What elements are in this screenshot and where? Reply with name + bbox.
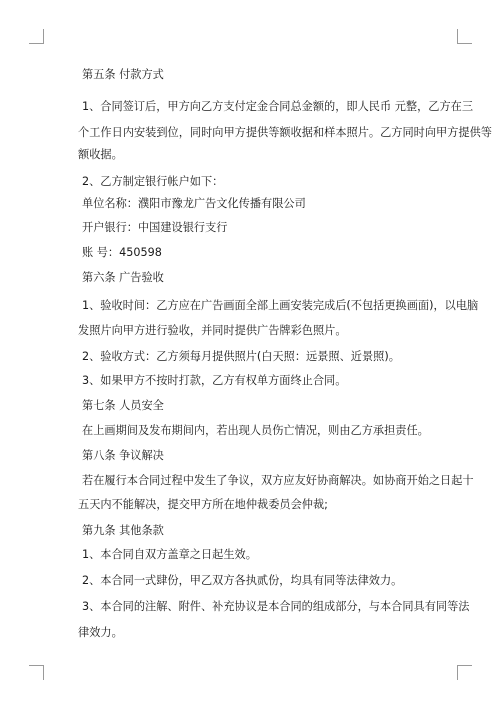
paragraph-line: 在上画期间及发布期间内，若出现人员伤亡情况，则由乙方承担责任。 <box>82 424 429 437</box>
paragraph-line: 五天内不能解决，提交甲方所在地仲裁委员会仲裁; <box>78 498 328 511</box>
paragraph-line: 单位名称：濮阳市豫龙广告文化传播有限公司 <box>82 197 306 210</box>
section-7-heading: 第七条 人员安全 <box>82 399 164 412</box>
paragraph-line: 个工作日内安装到位，同时向甲方提供等额收据和样本照片。乙方同时向甲方提供等 <box>78 126 492 139</box>
paragraph-line: 1、合同签订后，甲方向乙方支付定金合同总金额的，即人民币 元整，乙方在三 <box>82 100 474 113</box>
crop-mark-top-left <box>29 29 44 44</box>
paragraph-line: 3、如果甲方不按时打款，乙方有权单方面终止合同。 <box>82 374 347 387</box>
paragraph-line: 发照片向甲方进行验收，并同时提供广告牌彩色照片。 <box>78 324 347 337</box>
paragraph-line: 账 号：450598 <box>82 246 162 259</box>
paragraph-line: 1、验收时间：乙方应在广告画面全部上画安装完成后(不包括更换画面)，以电脑 <box>82 299 479 312</box>
paragraph-line: 2、本合同一式肆份，甲乙双方各执贰份，均具有同等法律效力。 <box>82 574 403 587</box>
section-5-heading: 第五条 付款方式 <box>82 68 164 81</box>
paragraph-line: 律效力。 <box>78 626 123 639</box>
crop-mark-bottom-right <box>457 665 472 680</box>
paragraph-line: 若在履行本合同过程中发生了争议，双方应友好协商解决。如协商开始之日起十 <box>82 474 474 487</box>
section-8-heading: 第八条 争议解决 <box>82 449 164 462</box>
paragraph-line: 2、乙方制定银行帐户如下： <box>82 175 224 188</box>
paragraph-line: 3、本合同的注解、附件、补充协议是本合同的组成部分，与本合同具有同等法 <box>82 600 470 613</box>
section-9-heading: 第九条 其他条款 <box>82 524 164 537</box>
paragraph-line: 1、本合同自双方盖章之日起生效。 <box>82 548 257 561</box>
crop-mark-top-right <box>457 29 472 44</box>
paragraph-line: 开户银行：中国建设银行支行 <box>82 221 228 234</box>
paragraph-line: 2、验收方式：乙方须每月提供照片(白天照：远景照、近景照)。 <box>82 350 400 363</box>
section-6-heading: 第六条 广告验收 <box>82 271 164 284</box>
crop-mark-bottom-left <box>29 665 44 680</box>
paragraph-line: 额收据。 <box>78 148 123 161</box>
